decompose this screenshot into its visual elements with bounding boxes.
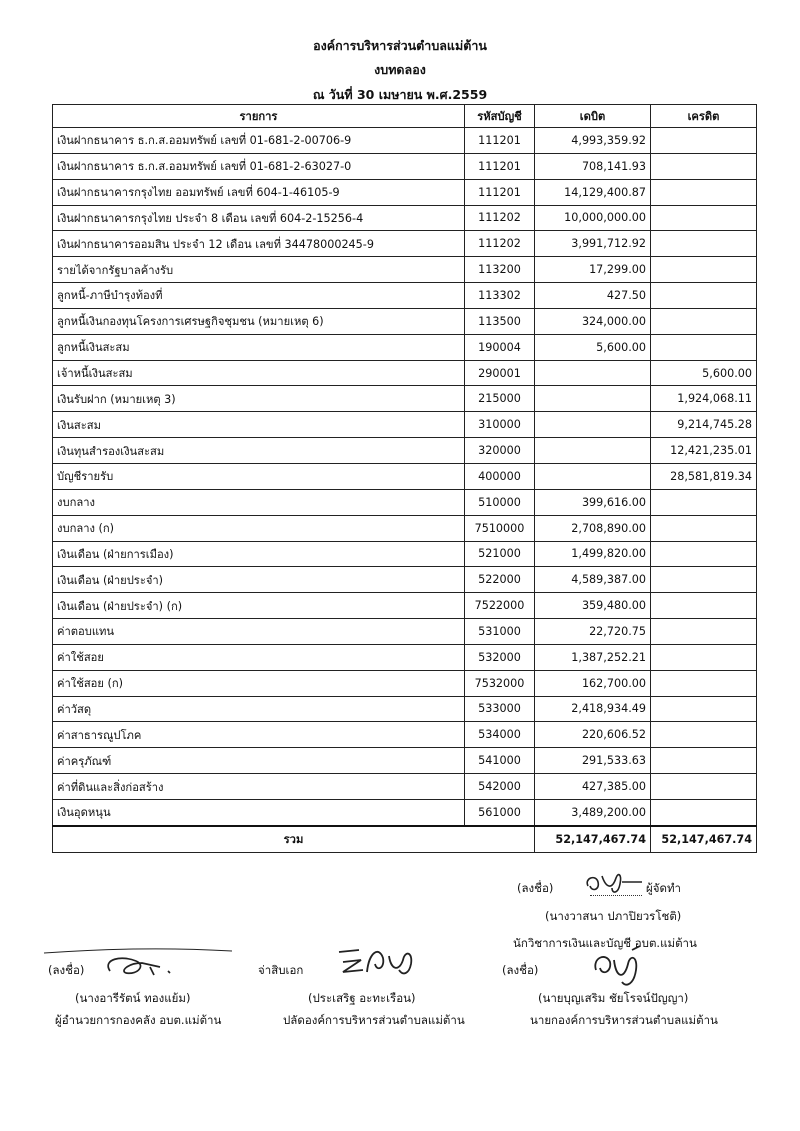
row-code: 532000 bbox=[465, 644, 535, 670]
row-code: 7510000 bbox=[465, 515, 535, 541]
row-code: 534000 bbox=[465, 722, 535, 748]
table-row bbox=[53, 179, 757, 205]
row-code: 215000 bbox=[465, 386, 535, 412]
row-credit bbox=[651, 722, 757, 748]
row-item: ค่าสาธารณูปโภค bbox=[53, 722, 465, 748]
row-debit bbox=[535, 463, 651, 489]
row-credit bbox=[651, 567, 757, 593]
row-credit bbox=[651, 515, 757, 541]
row-credit bbox=[651, 128, 757, 154]
preparer-sign-line bbox=[590, 895, 642, 896]
row-item: เงินฝากธนาคารออมสิน ประจำ 12 เดือน เลขที่ 34478000245-9 bbox=[53, 231, 465, 257]
row-code: 542000 bbox=[465, 774, 535, 800]
row-code: 113200 bbox=[465, 257, 535, 283]
row-credit bbox=[651, 799, 757, 825]
clerk-rank: จ่าสิบเอก bbox=[258, 963, 304, 977]
row-credit bbox=[651, 308, 757, 334]
row-item: งบกลาง bbox=[53, 489, 465, 515]
row-credit bbox=[651, 774, 757, 800]
row-code: 320000 bbox=[465, 438, 535, 464]
row-code: 561000 bbox=[465, 799, 535, 825]
row-item: ค่าที่ดินและสิ่งก่อสร้าง bbox=[53, 774, 465, 800]
row-credit: 12,421,235.01 bbox=[651, 438, 757, 464]
row-debit: 359,480.00 bbox=[535, 593, 651, 619]
row-item: ลูกหนี้เงินสะสม bbox=[53, 334, 465, 360]
table-row bbox=[53, 670, 757, 696]
row-debit bbox=[535, 412, 651, 438]
row-code: 510000 bbox=[465, 489, 535, 515]
row-debit: 2,708,890.00 bbox=[535, 515, 651, 541]
table-row bbox=[53, 567, 757, 593]
row-item: เงินฝากธนาคารกรุงไทย ประจำ 8 เดือน เลขที่ 604-2-15256-4 bbox=[53, 205, 465, 231]
mayor-sign-label: (ลงชื่อ) bbox=[502, 963, 539, 977]
finance-director-name: (นางอารีรัตน์ ทองแย้ม) bbox=[75, 991, 191, 1005]
row-debit: 399,616.00 bbox=[535, 489, 651, 515]
row-debit: 3,489,200.00 bbox=[535, 799, 651, 825]
row-credit bbox=[651, 541, 757, 567]
row-code: 531000 bbox=[465, 619, 535, 645]
row-debit: 291,533.63 bbox=[535, 748, 651, 774]
row-debit: 220,606.52 bbox=[535, 722, 651, 748]
row-item: ลูกหนี้-ภาษีบำรุงท้องที่ bbox=[53, 283, 465, 309]
row-item: เงินเดือน (ฝ่ายการเมือง) bbox=[53, 541, 465, 567]
trial-balance-table bbox=[52, 104, 757, 853]
mayor-signature-mark bbox=[588, 942, 648, 992]
preparer-name: (นางวาสนา ปภาปิยวรโชติ) bbox=[545, 909, 682, 923]
row-item: ค่าใช้สอย bbox=[53, 644, 465, 670]
row-code: 533000 bbox=[465, 696, 535, 722]
table-row bbox=[53, 360, 757, 386]
table-row bbox=[53, 386, 757, 412]
row-debit: 3,991,712.92 bbox=[535, 231, 651, 257]
row-debit: 14,129,400.87 bbox=[535, 179, 651, 205]
table-row bbox=[53, 515, 757, 541]
row-item: เงินฝากธนาคาร ธ.ก.ส.ออมทรัพย์ เลขที่ 01-681-2-00706-9 bbox=[53, 128, 465, 154]
row-credit bbox=[651, 283, 757, 309]
row-credit: 9,214,745.28 bbox=[651, 412, 757, 438]
document-date: ณ วันที่ 30 เมษายน พ.ศ.2559 bbox=[312, 87, 488, 102]
row-code: 400000 bbox=[465, 463, 535, 489]
total-label: รวม bbox=[53, 826, 535, 853]
row-code: 111201 bbox=[465, 128, 535, 154]
preparer-position: นักวิชาการเงินและบัญชี อบต.แม่ต้าน bbox=[513, 936, 697, 950]
row-item: ค่าใช้สอย (ก) bbox=[53, 670, 465, 696]
row-credit: 28,581,819.34 bbox=[651, 463, 757, 489]
table-row bbox=[53, 412, 757, 438]
table-row bbox=[53, 463, 757, 489]
row-debit: 427.50 bbox=[535, 283, 651, 309]
row-item: เงินฝากธนาคารกรุงไทย ออมทรัพย์ เลขที่ 604-1-46105-9 bbox=[53, 179, 465, 205]
row-code: 290001 bbox=[465, 360, 535, 386]
document-title: งบทดลอง bbox=[374, 62, 426, 77]
preparer-role: ผู้จัดทำ bbox=[646, 881, 681, 895]
row-item: เงินเดือน (ฝ่ายประจำ) bbox=[53, 567, 465, 593]
table-row bbox=[53, 438, 757, 464]
row-credit bbox=[651, 205, 757, 231]
mayor-position: นายกองค์การบริหารส่วนตำบลแม่ต้าน bbox=[530, 1013, 718, 1027]
row-credit bbox=[651, 489, 757, 515]
org-title: องค์การบริหารส่วนตำบลแม่ต้าน bbox=[313, 38, 487, 53]
table-row bbox=[53, 722, 757, 748]
row-debit: 162,700.00 bbox=[535, 670, 651, 696]
row-credit bbox=[651, 644, 757, 670]
total-debit: 52,147,467.74 bbox=[535, 826, 651, 853]
row-code: 522000 bbox=[465, 567, 535, 593]
row-debit: 17,299.00 bbox=[535, 257, 651, 283]
row-code: 190004 bbox=[465, 334, 535, 360]
row-code: 111202 bbox=[465, 205, 535, 231]
row-code: 111201 bbox=[465, 179, 535, 205]
table-row bbox=[53, 231, 757, 257]
row-code: 111201 bbox=[465, 153, 535, 179]
row-debit bbox=[535, 438, 651, 464]
column-header-code: รหัสบัญชี bbox=[465, 105, 535, 128]
table-row bbox=[53, 128, 757, 154]
row-debit: 427,385.00 bbox=[535, 774, 651, 800]
table-row bbox=[53, 489, 757, 515]
table-body bbox=[53, 128, 757, 826]
row-debit: 4,589,387.00 bbox=[535, 567, 651, 593]
row-debit: 10,000,000.00 bbox=[535, 205, 651, 231]
row-credit bbox=[651, 748, 757, 774]
row-debit: 22,720.75 bbox=[535, 619, 651, 645]
finance-director-position: ผู้อำนวยการกองคลัง อบต.แม่ต้าน bbox=[55, 1013, 222, 1027]
table-row bbox=[53, 257, 757, 283]
finance-director-sign-label: (ลงชื่อ) bbox=[48, 963, 85, 977]
preparer-signature-mark bbox=[582, 868, 652, 898]
row-credit bbox=[651, 257, 757, 283]
row-debit bbox=[535, 360, 651, 386]
row-item: เงินอุดหนุน bbox=[53, 799, 465, 825]
table-row bbox=[53, 748, 757, 774]
row-credit bbox=[651, 696, 757, 722]
row-debit bbox=[535, 386, 651, 412]
table-row bbox=[53, 308, 757, 334]
row-debit: 2,418,934.49 bbox=[535, 696, 651, 722]
row-item: เงินทุนสำรองเงินสะสม bbox=[53, 438, 465, 464]
row-credit bbox=[651, 619, 757, 645]
row-item: รายได้จากรัฐบาลค้างรับ bbox=[53, 257, 465, 283]
row-credit bbox=[651, 593, 757, 619]
table-row bbox=[53, 644, 757, 670]
row-code: 7522000 bbox=[465, 593, 535, 619]
table-row bbox=[53, 153, 757, 179]
row-code: 521000 bbox=[465, 541, 535, 567]
row-item: บัญชีรายรับ bbox=[53, 463, 465, 489]
row-credit bbox=[651, 179, 757, 205]
clerk-name: (ประเสริฐ อะทะเรือน) bbox=[308, 991, 416, 1005]
table-row bbox=[53, 774, 757, 800]
column-header-credit: เครดิต bbox=[651, 105, 757, 128]
row-credit bbox=[651, 670, 757, 696]
row-debit: 708,141.93 bbox=[535, 153, 651, 179]
table-row bbox=[53, 696, 757, 722]
row-code: 113302 bbox=[465, 283, 535, 309]
table-row bbox=[53, 541, 757, 567]
row-item: งบกลาง (ก) bbox=[53, 515, 465, 541]
column-header-debit: เดบิต bbox=[535, 105, 651, 128]
row-item: ค่าวัสดุ bbox=[53, 696, 465, 722]
row-debit: 324,000.00 bbox=[535, 308, 651, 334]
table-row bbox=[53, 283, 757, 309]
row-item: ค่าครุภัณฑ์ bbox=[53, 748, 465, 774]
row-code: 111202 bbox=[465, 231, 535, 257]
preparer-sign-label: (ลงชื่อ) bbox=[517, 881, 554, 895]
row-item: เงินรับฝาก (หมายเหตุ 3) bbox=[53, 386, 465, 412]
row-item: เจ้าหนี้เงินสะสม bbox=[53, 360, 465, 386]
row-debit: 1,499,820.00 bbox=[535, 541, 651, 567]
row-credit bbox=[651, 153, 757, 179]
row-item: ค่าตอบแทน bbox=[53, 619, 465, 645]
column-header-item: รายการ bbox=[53, 105, 465, 128]
table-header-row bbox=[53, 105, 757, 128]
table-row bbox=[53, 334, 757, 360]
row-code: 310000 bbox=[465, 412, 535, 438]
row-credit bbox=[651, 231, 757, 257]
row-item: เงินเดือน (ฝ่ายประจำ) (ก) bbox=[53, 593, 465, 619]
table-row bbox=[53, 619, 757, 645]
row-code: 7532000 bbox=[465, 670, 535, 696]
mayor-name: (นายบุญเสริม ชัยโรจน์ปัญญา) bbox=[538, 991, 689, 1005]
row-credit: 1,924,068.11 bbox=[651, 386, 757, 412]
row-credit: 5,600.00 bbox=[651, 360, 757, 386]
table-row bbox=[53, 799, 757, 825]
table-row bbox=[53, 205, 757, 231]
row-debit: 4,993,359.92 bbox=[535, 128, 651, 154]
row-code: 113500 bbox=[465, 308, 535, 334]
table-row bbox=[53, 593, 757, 619]
row-debit: 5,600.00 bbox=[535, 334, 651, 360]
clerk-signature-mark bbox=[333, 942, 433, 982]
row-credit bbox=[651, 334, 757, 360]
clerk-position: ปลัดองค์การบริหารส่วนตำบลแม่ต้าน bbox=[283, 1013, 465, 1027]
row-item: เงินฝากธนาคาร ธ.ก.ส.ออมทรัพย์ เลขที่ 01-681-2-63027-0 bbox=[53, 153, 465, 179]
row-item: เงินสะสม bbox=[53, 412, 465, 438]
total-credit: 52,147,467.74 bbox=[651, 826, 757, 853]
row-debit: 1,387,252.21 bbox=[535, 644, 651, 670]
total-row bbox=[53, 826, 757, 853]
row-item: ลูกหนี้เงินกองทุนโครงการเศรษฐกิจชุมชน (หมายเหตุ 6) bbox=[53, 308, 465, 334]
row-code: 541000 bbox=[465, 748, 535, 774]
